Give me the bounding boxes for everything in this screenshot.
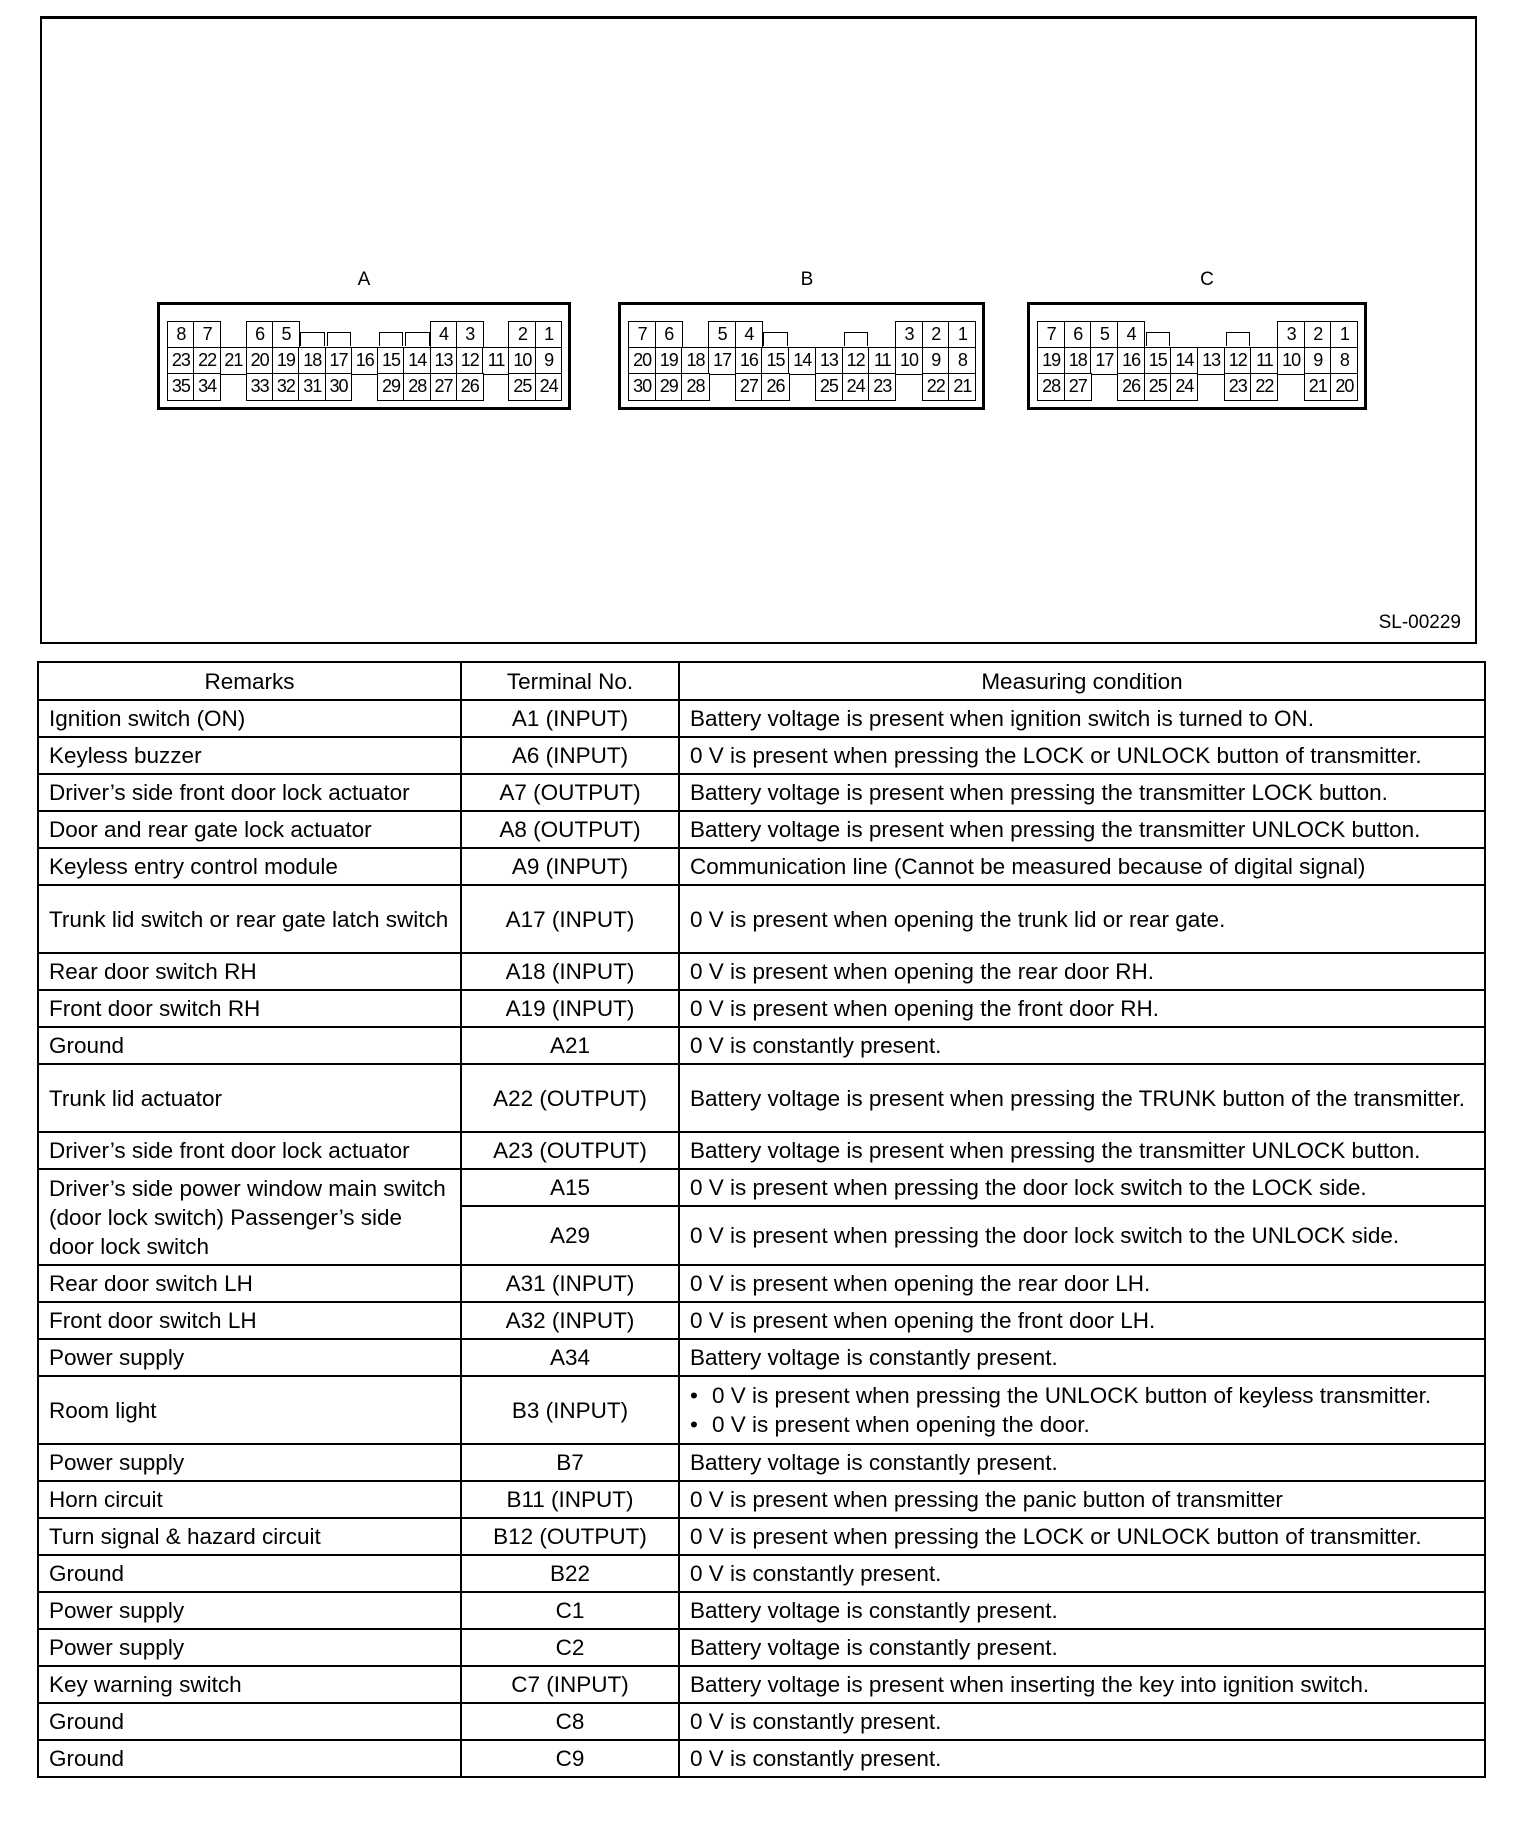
connector-pin: 12 xyxy=(456,347,484,375)
connector-pin: 10 xyxy=(1277,347,1305,375)
condition-cell: 0 V is present when opening the trunk lid or rear gate. xyxy=(679,885,1485,953)
remarks-cell: Key warning switch xyxy=(38,1666,461,1703)
terminal-cell: C1 xyxy=(461,1592,679,1629)
connector-c xyxy=(1027,302,1367,410)
connector-pin: 19 xyxy=(655,347,683,375)
condition-cell: Battery voltage is present when inserting the key into ignition switch. xyxy=(679,1666,1485,1703)
table-row xyxy=(38,953,1485,990)
terminal-cell: C7 (INPUT) xyxy=(461,1666,679,1703)
connector-pin: 11 xyxy=(482,347,510,375)
connector-pin: 33 xyxy=(246,373,274,401)
connector-pin: 26 xyxy=(1117,373,1145,401)
remarks-cell: Power supply xyxy=(38,1444,461,1481)
condition-cell: 0 V is present when opening the rear door LH. xyxy=(679,1265,1485,1302)
condition-cell: 0 V is present when pressing the LOCK or UNLOCK button of transmitter. xyxy=(679,1518,1485,1555)
table-row xyxy=(38,1444,1485,1481)
connector-pin: 24 xyxy=(842,373,870,401)
connector-pin: 5 xyxy=(708,321,736,349)
table-row xyxy=(38,1703,1485,1740)
remarks-cell: Rear door switch LH xyxy=(38,1265,461,1302)
remarks-cell: Room light xyxy=(38,1376,461,1444)
remarks-cell: Trunk lid switch or rear gate latch switch xyxy=(38,885,461,953)
connector-pin: 6 xyxy=(1064,321,1092,349)
condition-cell: Battery voltage is present when pressing the TRUNK button of the transmitter. xyxy=(679,1064,1485,1132)
connector-pin: 23 xyxy=(868,373,896,401)
header-condition: Measuring condition xyxy=(679,662,1485,700)
connector-key-notch xyxy=(1146,332,1171,346)
connector-pin: 17 xyxy=(708,347,736,375)
connector-pin: 35 xyxy=(167,373,195,401)
connector-pin: 29 xyxy=(377,373,405,401)
connector-pin: 19 xyxy=(1037,347,1065,375)
connector-pin: 16 xyxy=(351,347,379,375)
connector-pin: 6 xyxy=(655,321,683,349)
remarks-cell: Horn circuit xyxy=(38,1481,461,1518)
terminal-cell: B22 xyxy=(461,1555,679,1592)
table-row xyxy=(38,885,1485,953)
connector-pin: 14 xyxy=(403,347,431,375)
table-row xyxy=(38,1302,1485,1339)
connector-pin: 15 xyxy=(1144,347,1172,375)
connector-pin: 3 xyxy=(895,321,923,349)
remarks-cell: Keyless buzzer xyxy=(38,737,461,774)
connector-pin: 9 xyxy=(922,347,950,375)
condition-cell: 0 V is constantly present. xyxy=(679,1027,1485,1064)
connector-pin: 6 xyxy=(246,321,274,349)
condition-cell: Battery voltage is present when pressing the transmitter UNLOCK button. xyxy=(679,811,1485,848)
connector-pin: 8 xyxy=(1330,347,1358,375)
table-row xyxy=(38,1666,1485,1703)
connector-pin: 14 xyxy=(788,347,816,375)
remarks-cell: Power supply xyxy=(38,1339,461,1376)
connector-pin: 12 xyxy=(1224,347,1252,375)
condition-bullet: • 0 V is present when pressing the UNLOCK button of keyless transmitter. xyxy=(690,1381,1474,1410)
connector-pin: 27 xyxy=(735,373,763,401)
connector-pin: 3 xyxy=(456,321,484,349)
connector-pin: 10 xyxy=(895,347,923,375)
table-row xyxy=(38,1592,1485,1629)
connector-pin: 10 xyxy=(508,347,536,375)
terminal-cell: A18 (INPUT) xyxy=(461,953,679,990)
condition-cell: Battery voltage is constantly present. xyxy=(679,1444,1485,1481)
connector-pin: 18 xyxy=(1064,347,1092,375)
condition-cell: Battery voltage is present when pressing the transmitter LOCK button. xyxy=(679,774,1485,811)
remarks-cell: Ground xyxy=(38,1703,461,1740)
table-row xyxy=(38,1518,1485,1555)
connector-key-notch xyxy=(1226,332,1251,346)
connector-pin: 20 xyxy=(628,347,656,375)
terminal-cell: A34 xyxy=(461,1339,679,1376)
terminal-cell: A22 (OUTPUT) xyxy=(461,1064,679,1132)
connector-label-a: A xyxy=(357,269,371,290)
connector-pin: 8 xyxy=(167,321,195,349)
connector-pin: 16 xyxy=(735,347,763,375)
connector-pin: 27 xyxy=(430,373,458,401)
connector-pin: 13 xyxy=(430,347,458,375)
connector-pin: 21 xyxy=(220,347,248,375)
remarks-cell: Front door switch LH xyxy=(38,1302,461,1339)
connector-label-b: B xyxy=(800,269,814,290)
connector-pin: 4 xyxy=(1117,321,1145,349)
connector-pin: 1 xyxy=(1330,321,1358,349)
remarks-cell: Ground xyxy=(38,1740,461,1777)
condition-cell: 0 V is present when opening the front door RH. xyxy=(679,990,1485,1027)
connector-pin: 9 xyxy=(535,347,563,375)
connector-pin: 21 xyxy=(948,373,976,401)
condition-cell: Battery voltage is present when ignition switch is turned to ON. xyxy=(679,700,1485,737)
header-terminal: Terminal No. xyxy=(461,662,679,700)
remarks-cell: Power supply xyxy=(38,1592,461,1629)
connector-pin: 28 xyxy=(403,373,431,401)
connector-key-notch xyxy=(405,332,429,346)
remarks-cell: Driver’s side power window main switch (door lock switch) Passenger’s side door lock switch xyxy=(38,1169,461,1265)
remarks-cell: Power supply xyxy=(38,1629,461,1666)
connector-pin: 26 xyxy=(761,373,789,401)
table-row xyxy=(38,1481,1485,1518)
connector-pin: 31 xyxy=(298,373,326,401)
condition-cell: 0 V is constantly present. xyxy=(679,1555,1485,1592)
connector-pin: 18 xyxy=(681,347,709,375)
terminal-cell: A9 (INPUT) xyxy=(461,848,679,885)
connector-pin: 17 xyxy=(1090,347,1118,375)
terminal-spec-table xyxy=(37,661,1486,1778)
remarks-cell: Ignition switch (ON) xyxy=(38,700,461,737)
table-row xyxy=(38,848,1485,885)
connector-pin: 24 xyxy=(535,373,563,401)
connector-key-notch xyxy=(844,332,869,346)
connector-pin: 30 xyxy=(628,373,656,401)
connector-pin: 20 xyxy=(1330,373,1358,401)
figure-id: SL-00229 xyxy=(1378,612,1461,633)
terminal-cell: B7 xyxy=(461,1444,679,1481)
connector-pin: 18 xyxy=(298,347,326,375)
terminal-cell: C8 xyxy=(461,1703,679,1740)
remarks-cell: Driver’s side front door lock actuator xyxy=(38,1132,461,1169)
table-row xyxy=(38,737,1485,774)
connector-pin: 24 xyxy=(1170,373,1198,401)
connector-pin: 8 xyxy=(948,347,976,375)
connector-pin: 27 xyxy=(1064,373,1092,401)
remarks-cell: Driver’s side front door lock actuator xyxy=(38,774,461,811)
connector-pin: 14 xyxy=(1170,347,1198,375)
remarks-cell: Trunk lid actuator xyxy=(38,1064,461,1132)
connector-pin: 30 xyxy=(325,373,353,401)
connector-key-notch xyxy=(379,332,403,346)
connector-a xyxy=(157,302,571,410)
condition-cell: 0 V is constantly present. xyxy=(679,1703,1485,1740)
connector-pin: 12 xyxy=(842,347,870,375)
remarks-cell: Turn signal & hazard circuit xyxy=(38,1518,461,1555)
terminal-cell: A7 (OUTPUT) xyxy=(461,774,679,811)
connector-pin: 1 xyxy=(948,321,976,349)
terminal-cell: C2 xyxy=(461,1629,679,1666)
connector-pin: 16 xyxy=(1117,347,1145,375)
remarks-cell: Keyless entry control module xyxy=(38,848,461,885)
table-row xyxy=(38,811,1485,848)
connector-pin: 22 xyxy=(193,347,221,375)
terminal-cell: A15 xyxy=(461,1169,679,1206)
terminal-cell: A21 xyxy=(461,1027,679,1064)
terminal-cell: B11 (INPUT) xyxy=(461,1481,679,1518)
terminal-cell: A31 (INPUT) xyxy=(461,1265,679,1302)
connector-pin: 23 xyxy=(167,347,195,375)
connector-pin: 13 xyxy=(815,347,843,375)
terminal-cell: A6 (INPUT) xyxy=(461,737,679,774)
table-row xyxy=(38,1169,1485,1206)
connector-pin: 1 xyxy=(535,321,563,349)
condition-cell: Battery voltage is constantly present. xyxy=(679,1629,1485,1666)
table-row xyxy=(38,1740,1485,1777)
terminal-cell: A32 (INPUT) xyxy=(461,1302,679,1339)
condition-cell: 0 V is constantly present. xyxy=(679,1740,1485,1777)
condition-cell: Battery voltage is constantly present. xyxy=(679,1339,1485,1376)
connector-key-notch xyxy=(300,332,324,346)
connector-pin: 23 xyxy=(1224,373,1252,401)
table-row xyxy=(38,1376,1485,1444)
connector-pin: 7 xyxy=(1037,321,1065,349)
terminal-cell: A19 (INPUT) xyxy=(461,990,679,1027)
connector-label-c: C xyxy=(1200,269,1214,290)
connector-figure xyxy=(40,16,1477,644)
connector-pin: 9 xyxy=(1304,347,1332,375)
connector-pin: 28 xyxy=(1037,373,1065,401)
connector-pin: 3 xyxy=(1277,321,1305,349)
condition-bullet: • 0 V is present when opening the door. xyxy=(690,1410,1474,1439)
connector-pin: 11 xyxy=(1250,347,1278,375)
table-row xyxy=(38,1064,1485,1132)
table-row xyxy=(38,990,1485,1027)
condition-cell: 0 V is present when pressing the door lock switch to the LOCK side. xyxy=(679,1169,1485,1206)
connector-pin: 7 xyxy=(628,321,656,349)
terminal-cell: A23 (OUTPUT) xyxy=(461,1132,679,1169)
connector-pin: 32 xyxy=(272,373,300,401)
remarks-cell: Rear door switch RH xyxy=(38,953,461,990)
connector-pin: 2 xyxy=(508,321,536,349)
table-row xyxy=(38,1555,1485,1592)
connector-pin: 11 xyxy=(868,347,896,375)
connector-pin: 22 xyxy=(1250,373,1278,401)
terminal-cell: A1 (INPUT) xyxy=(461,700,679,737)
remarks-cell: Ground xyxy=(38,1555,461,1592)
connector-pin: 5 xyxy=(1090,321,1118,349)
connector-pin: 15 xyxy=(761,347,789,375)
remarks-cell: Door and rear gate lock actuator xyxy=(38,811,461,848)
terminal-cell: C9 xyxy=(461,1740,679,1777)
condition-cell xyxy=(679,1376,1485,1444)
connector-pin: 4 xyxy=(735,321,763,349)
table-row xyxy=(38,774,1485,811)
connector-pin: 15 xyxy=(377,347,405,375)
connector-pin: 4 xyxy=(430,321,458,349)
condition-cell: 0 V is present when pressing the door lock switch to the UNLOCK side. xyxy=(679,1206,1485,1265)
connector-pin: 25 xyxy=(508,373,536,401)
connector-pin: 25 xyxy=(1144,373,1172,401)
table-row xyxy=(38,1339,1485,1376)
connector-key-notch xyxy=(763,332,788,346)
condition-cell: 0 V is present when opening the rear door RH. xyxy=(679,953,1485,990)
condition-bullet-list xyxy=(690,1381,1474,1439)
connector-pin: 20 xyxy=(246,347,274,375)
table-header-row xyxy=(38,662,1485,700)
table-row xyxy=(38,1132,1485,1169)
terminal-cell: B12 (OUTPUT) xyxy=(461,1518,679,1555)
condition-cell: Battery voltage is present when pressing the transmitter UNLOCK button. xyxy=(679,1132,1485,1169)
table-row xyxy=(38,1265,1485,1302)
connector-pin: 7 xyxy=(193,321,221,349)
connector-pin: 13 xyxy=(1197,347,1225,375)
connector-pin: 5 xyxy=(272,321,300,349)
connector-pin: 29 xyxy=(655,373,683,401)
connector-pin: 34 xyxy=(193,373,221,401)
connector-pin: 26 xyxy=(456,373,484,401)
connector-pin: 19 xyxy=(272,347,300,375)
connector-pin: 22 xyxy=(922,373,950,401)
connector-pin: 17 xyxy=(325,347,353,375)
terminal-cell: A17 (INPUT) xyxy=(461,885,679,953)
connector-pin: 2 xyxy=(922,321,950,349)
condition-cell: 0 V is present when opening the front door LH. xyxy=(679,1302,1485,1339)
condition-cell: Battery voltage is constantly present. xyxy=(679,1592,1485,1629)
table-row xyxy=(38,700,1485,737)
header-remarks: Remarks xyxy=(38,662,461,700)
condition-cell: Communication line (Cannot be measured because of digital signal) xyxy=(679,848,1485,885)
connector-pin: 2 xyxy=(1304,321,1332,349)
remarks-cell: Ground xyxy=(38,1027,461,1064)
connector-pin: 25 xyxy=(815,373,843,401)
connector-pin: 21 xyxy=(1304,373,1332,401)
terminal-cell: A29 xyxy=(461,1206,679,1265)
remarks-cell: Front door switch RH xyxy=(38,990,461,1027)
table-row xyxy=(38,1629,1485,1666)
table-row xyxy=(38,1027,1485,1064)
terminal-cell: B3 (INPUT) xyxy=(461,1376,679,1444)
connector-b xyxy=(618,302,985,410)
condition-cell: 0 V is present when pressing the LOCK or UNLOCK button of transmitter. xyxy=(679,737,1485,774)
condition-cell: 0 V is present when pressing the panic button of transmitter xyxy=(679,1481,1485,1518)
connector-key-notch xyxy=(327,332,351,346)
connector-pin: 28 xyxy=(681,373,709,401)
terminal-cell: A8 (OUTPUT) xyxy=(461,811,679,848)
